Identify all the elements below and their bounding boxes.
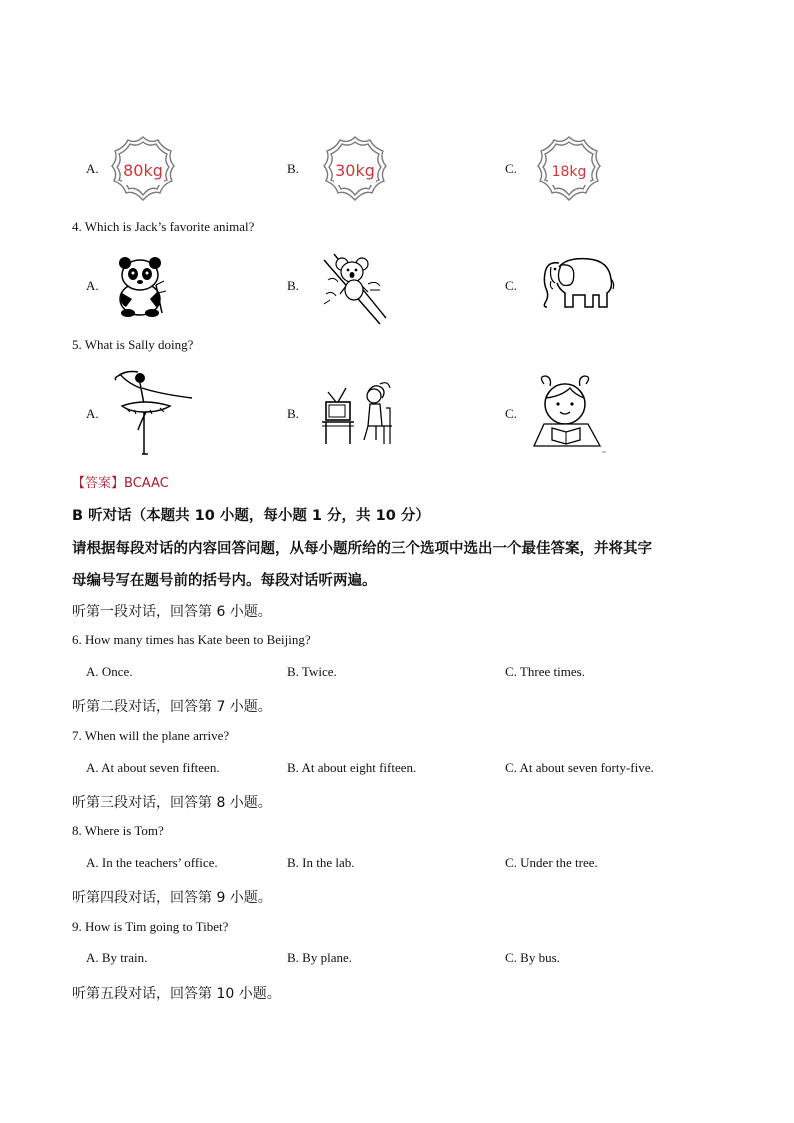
q5-option-c-letter[interactable]: C. <box>505 406 517 421</box>
answer-value: BCAAC <box>124 476 169 491</box>
q8-option-a[interactable]: A. In the teachers’ office. <box>86 855 218 870</box>
answer-label: 【答案】 <box>72 476 125 491</box>
girl-watching-tv-icon <box>320 378 398 446</box>
dialogue-intro: 听第五段对话，回答第 10 小题。 <box>72 986 281 1002</box>
ballet-dancer-icon <box>100 368 194 456</box>
panda-icon <box>112 255 172 319</box>
section-b-heading: B 听对话（本题共 10 小题，每小题 1 分，共 10 分） <box>72 508 430 524</box>
q7-option-b[interactable]: B. At about eight fifteen. <box>287 760 417 775</box>
q4-option-b-letter[interactable]: B. <box>287 278 299 293</box>
q4-option-c-letter[interactable]: C. <box>505 278 517 293</box>
dialogue-intro: 听第三段对话，回答第 8 小题。 <box>72 795 272 811</box>
q9-option-a[interactable]: A. By train. <box>86 950 148 965</box>
elephant-icon <box>537 253 615 313</box>
q3-weight-c: 18kg <box>551 164 587 180</box>
q9-option-b[interactable]: B. By plane. <box>287 950 352 965</box>
answer-line <box>72 472 169 491</box>
q7-option-a[interactable]: A. At about seven fifteen. <box>86 760 220 775</box>
q3-option-b-letter[interactable]: B. <box>287 161 299 176</box>
decorative-frame-icon <box>534 134 604 204</box>
q5-option-b-letter[interactable]: B. <box>287 406 299 421</box>
dialogue-intro: 听第一段对话，回答第 6 小题。 <box>72 604 272 620</box>
question-7: 7. When will the plane arrive? <box>72 728 230 743</box>
question-8: 8. Where is Tom? <box>72 823 164 838</box>
girl-reading-icon <box>530 372 606 456</box>
dialogue-intro: 听第四段对话，回答第 9 小题。 <box>72 890 272 906</box>
q5-option-a-letter[interactable]: A. <box>86 406 99 421</box>
q9-option-c[interactable]: C. By bus. <box>505 950 560 965</box>
section-b-instruction-line2: 母编号写在题号前的括号内。每段对话听两遍。 <box>72 573 377 589</box>
q3-option-c-letter[interactable]: C. <box>505 161 517 176</box>
q4-question: 4. Which is Jack’s favorite animal? <box>72 219 255 234</box>
question-9: 9. How is Tim going to Tibet? <box>72 919 229 934</box>
q7-option-c[interactable]: C. At about seven forty-five. <box>505 760 654 775</box>
dialogue-intro: 听第二段对话，回答第 7 小题。 <box>72 699 272 715</box>
section-b-instruction-line1: 请根据每段对话的内容回答问题，从每小题所给的三个选项中选出一个最佳答案，并将其字 <box>72 541 652 557</box>
q3-weight-b: 30kg <box>335 161 375 180</box>
q6-option-a[interactable]: A. Once. <box>86 664 133 679</box>
q4-option-a-letter[interactable]: A. <box>86 278 99 293</box>
decorative-frame-icon <box>108 134 178 204</box>
q8-option-c[interactable]: C. Under the tree. <box>505 855 598 870</box>
koala-icon <box>320 250 388 326</box>
q5-question: 5. What is Sally doing? <box>72 337 194 352</box>
question-6: 6. How many times has Kate been to Beijing? <box>72 632 311 647</box>
q8-option-b[interactable]: B. In the lab. <box>287 855 355 870</box>
q3-weight-a: 80kg <box>123 161 163 180</box>
q6-option-b[interactable]: B. Twice. <box>287 664 337 679</box>
decorative-frame-icon <box>320 134 390 204</box>
q6-option-c[interactable]: C. Three times. <box>505 664 585 679</box>
q3-option-a-letter[interactable]: A. <box>86 161 99 176</box>
